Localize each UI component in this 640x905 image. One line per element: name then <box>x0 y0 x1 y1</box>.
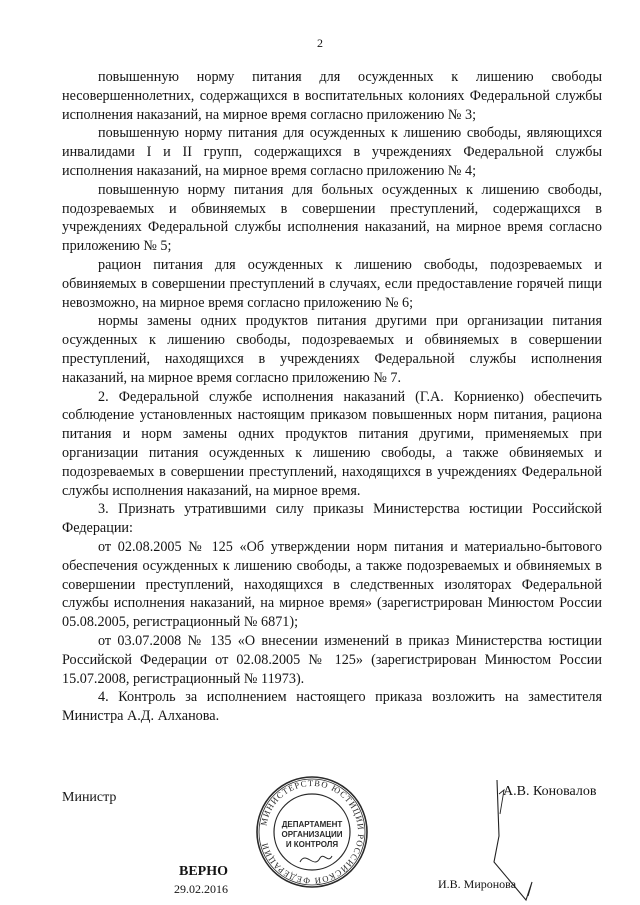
certification-name: И.В. Миронова <box>438 877 517 891</box>
paragraph: повышенную норму питания для больных осужденных к лишению свободы, подозреваемых и обвиняемых в совершении преступлений, содержащихся в учреждениях Федеральной службы исполнения наказаний, на мирное время согласно приложению № 5; <box>62 181 602 255</box>
paragraph: повышенную норму питания для осужденных к лишению свободы, являющихся инвалидами I и II групп, содержащихся в учреждениях Федеральной службы исполнения наказаний, на мирное время согласно приложению № 4; <box>62 125 602 179</box>
stamp-center-line-3: И КОНТРОЛЯ <box>285 840 339 849</box>
paragraph: 2. Федеральной службе исполнения наказаний (Г.А. Корниенко) обеспечить соблюдение установленных настоящим приказом повышенных норм питания, рациона питания и норм замены одних продуктов питания другими, применяемых при организации питания осужденных к лишению свободы, а также обвиняемых и подозреваемых в совершении преступлений, находящихся в учреждениях Федеральной службы исполнения наказаний, на мирное время. <box>62 388 602 499</box>
paragraph: рацион питания для осужденных к лишению свободы, подозреваемых и обвиняемых в совершении преступлений в случаях, если предоставление горячей пищи невозможно, на мирное время согласно приложению № 6; <box>62 256 602 311</box>
paragraph: нормы замены одних продуктов питания другими при организации питания осужденных к лишению свободы, подозреваемых и обвиняемых в совершении преступлений, находящихся в учреждениях Федеральной службы исполнения наказаний, на мирное время согласно приложению № 7. <box>62 313 602 386</box>
paragraph: 3. Признать утратившими силу приказы Министерства юстиции Российской Федерации: <box>62 501 602 537</box>
paragraph: 4. Контроль за исполнением настоящего приказа возложить на заместителя Министра А.Д. Алханова. <box>62 689 602 725</box>
paragraph: от 02.08.2005 № 125 «Об утверждении норм питания и материально-бытового обеспечения осужденных к лишению свободы, а также подозреваемых и обвиняемых в совершении преступлений, находящихся в следственных изоляторах Федеральной службы исполнения наказаний, на мирное время» (зарегистрирован Минюстом России 05.08.2005, регистрационный № 6871); <box>62 538 602 631</box>
stamp <box>254 774 370 890</box>
document-body <box>62 68 602 726</box>
stamp-center-line-2: ОРГАНИЗАЦИИ <box>281 830 343 839</box>
stamp-center-line-1: ДЕПАРТАМЕНТ <box>281 820 343 829</box>
paragraph: от 03.07.2008 № 135 «О внесении изменений в приказ Министерства юстиции Российской Федерации от 02.08.2005 № 125» (зарегистрирован Минюстом России 15.07.2008, регистрационный № 11973). <box>62 632 602 687</box>
signature-name: А.В. Коновалов <box>503 784 597 799</box>
stamp-seal-graphic <box>254 774 370 890</box>
paragraph: повышенную норму питания для осужденных к лишению свободы несовершеннолетних, содержащихся в воспитательных колониях Федеральной службы исполнения наказаний, на мирное время согласно приложению № 3; <box>62 69 602 123</box>
page-number: 2 <box>317 36 323 50</box>
signature-position: Министр <box>62 790 117 805</box>
stamp-ring-text: МИНИСТЕРСТВО ЮСТИЦИИ РОССИЙСКОЙ ФЕДЕРАЦИИ <box>258 777 367 887</box>
certification-label: ВЕРНО <box>179 864 229 879</box>
certification-date: 29.02.2016 <box>174 882 228 896</box>
